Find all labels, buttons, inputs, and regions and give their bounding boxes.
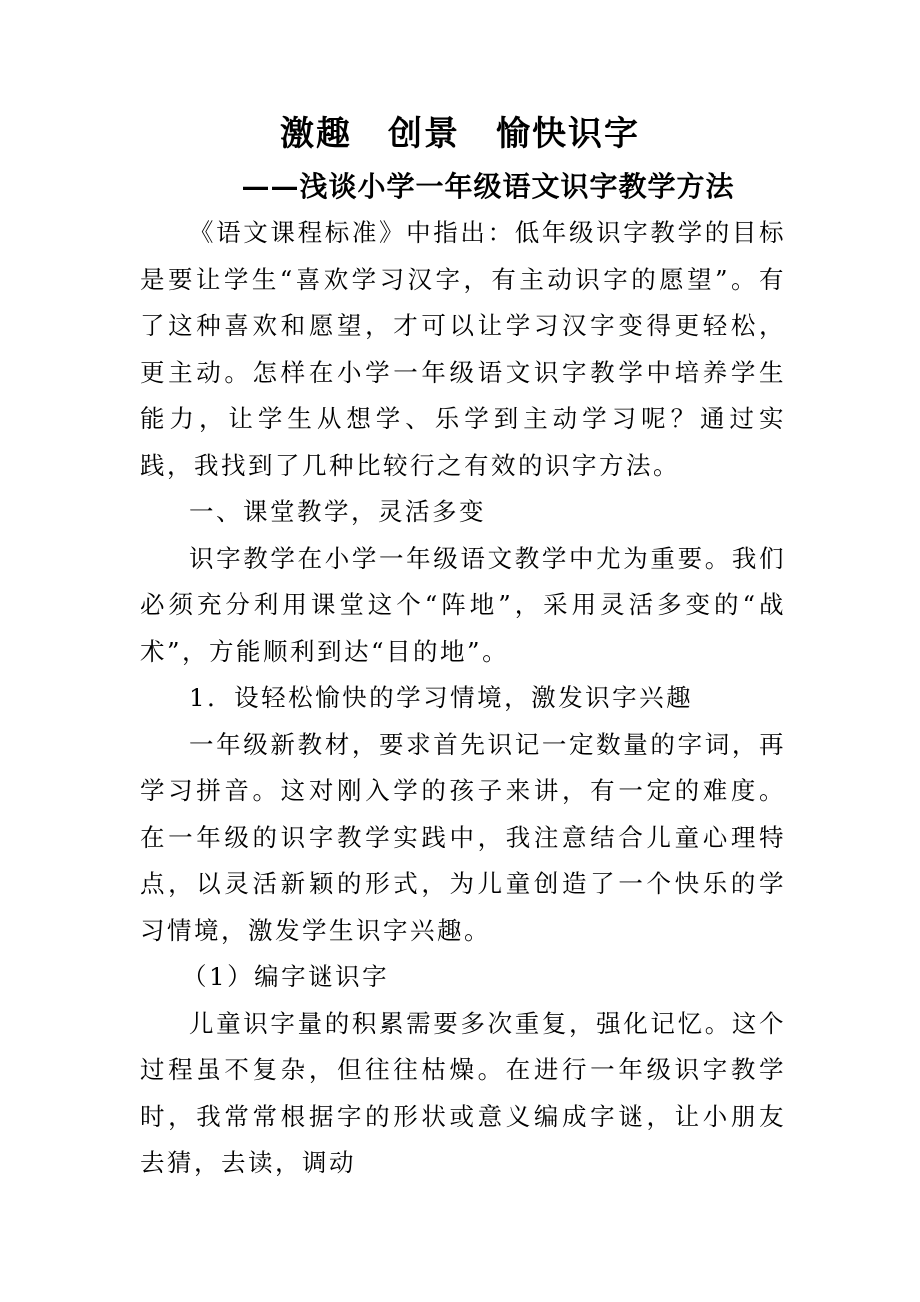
paragraph-riddle: 儿童识字量的积累需要多次重复，强化记忆。这个过程虽不复杂，但往往枯燥。在进行一年级识字教学时，我常常根据字的形状或意义编成字谜，让小朋友去猜，去读，调动 — [140, 1008, 786, 1177]
sub-sub-heading-1: （1）编字谜识字 — [182, 962, 390, 991]
paragraph-sub-1: 一年级新教材，要求首先识记一定数量的字词，再学习拼音。这对刚入学的孩子来讲，有一定的难度。在一年级的识字教学实践中，我注意结合儿童心理特点，以灵活新颖的形式，为儿童创造了一个快乐的学习情境，激发学生识字兴趣。 — [140, 729, 786, 945]
document-title: 激趣 创景 愉快识字 — [280, 114, 640, 154]
paragraph-intro: 《语文课程标准》中指出：低年级识字教学的目标是要让学生“喜欢学习汉字，有主动识字的愿望”。有了这种喜欢和愿望，才可以让学习汉字变得更轻松，更主动。怎样在小学一年级语文识字教学中培养学生能力，让学生从想学、乐学到主动学习呢？通过实践，我找到了几种比较行之有效的识字方法。 — [140, 218, 786, 480]
section-heading-1: 一、课堂教学，灵活多变 — [189, 497, 486, 526]
paragraph-section-1: 识字教学在小学一年级语文教学中尤为重要。我们必须充分利用课堂这个“阵地”，采用灵活多变的“战术”，方能顺利到达“目的地”。 — [140, 543, 786, 666]
document-subtitle: ——浅谈小学一年级语文识字教学方法 — [241, 170, 735, 203]
document-body — [140, 210, 786, 1187]
sub-heading-1: 1．设轻松愉快的学习情境，激发识字兴趣 — [189, 683, 694, 712]
